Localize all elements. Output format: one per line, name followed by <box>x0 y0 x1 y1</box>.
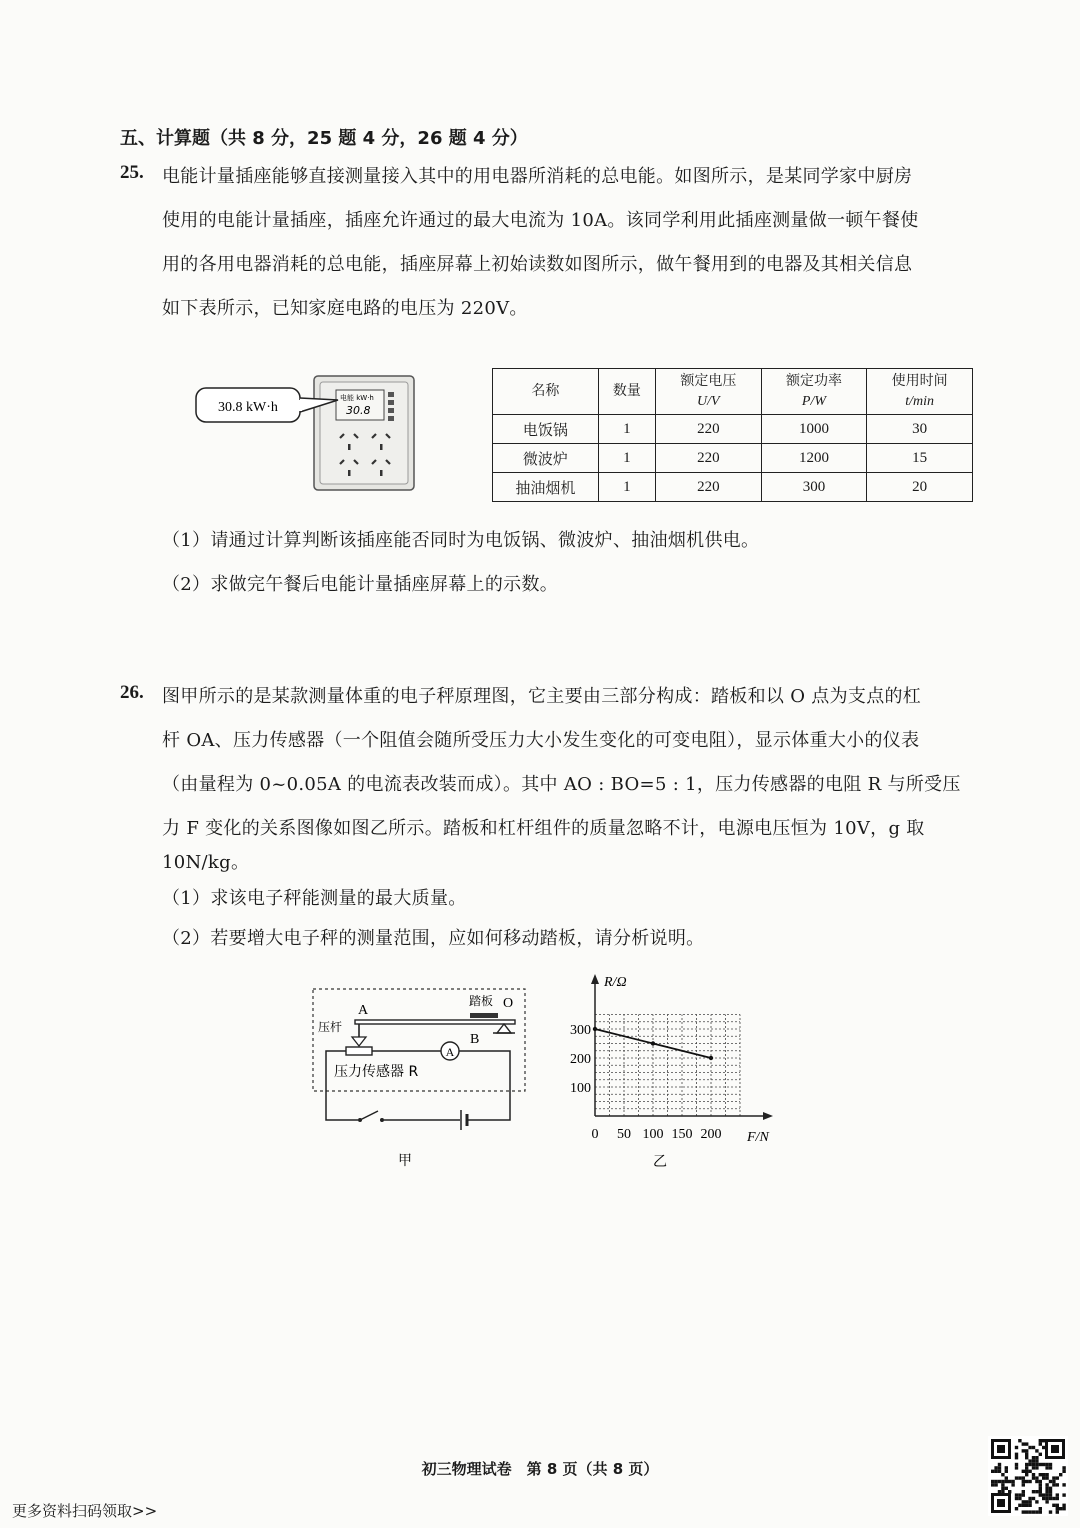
qr-module <box>1039 1483 1042 1486</box>
qr-module <box>1005 1466 1008 1469</box>
y-tick-label: 200 <box>570 1052 591 1067</box>
qr-module <box>991 1480 994 1483</box>
qr-module <box>1032 1459 1035 1462</box>
qr-module <box>1045 1483 1048 1486</box>
qr-module <box>1001 1473 1004 1476</box>
qr-module <box>1018 1497 1021 1500</box>
qr-module <box>1018 1504 1021 1507</box>
qr-module <box>1032 1446 1035 1449</box>
q25-part-1: （1）请通过计算判断该插座能否同时为电饭锅、微波炉、抽油烟机供电。 <box>162 530 760 551</box>
qr-module <box>1056 1497 1059 1500</box>
qr-module <box>1025 1500 1028 1503</box>
pedal-label: 踏板 <box>468 994 494 1008</box>
qr-module <box>1052 1476 1055 1479</box>
qr-module <box>991 1483 994 1486</box>
qr-module <box>1049 1487 1052 1490</box>
appliance-table <box>492 368 973 502</box>
qr-module <box>1062 1466 1065 1469</box>
qr-module <box>1018 1493 1021 1496</box>
table-header-power: 额定功率 P/W <box>761 369 867 415</box>
qr-module <box>1001 1490 1004 1493</box>
qr-module <box>1015 1466 1018 1469</box>
qr-module <box>1059 1473 1062 1476</box>
y-tick-label: 100 <box>570 1081 591 1096</box>
qr-module <box>1059 1507 1062 1510</box>
qr-module <box>1025 1449 1028 1452</box>
qr-module <box>991 1470 994 1473</box>
qr-module <box>1035 1449 1038 1452</box>
qr-module <box>994 1466 997 1469</box>
table-cell: 15 <box>867 444 973 473</box>
q25-line-4: 如下表所示，已知家庭电路的电压为 220V。 <box>162 298 528 319</box>
question-25-number: 25. <box>120 162 144 183</box>
table-cell: 1200 <box>761 444 867 473</box>
qr-module <box>1028 1470 1031 1473</box>
q26-line-5: 10N/kg。 <box>162 852 250 873</box>
qr-module <box>1039 1507 1042 1510</box>
qr-module <box>1035 1480 1038 1483</box>
qr-module <box>1039 1442 1042 1445</box>
qr-code[interactable] <box>988 1436 1068 1516</box>
qr-module <box>1045 1497 1048 1500</box>
qr-module <box>1032 1497 1035 1500</box>
table-cell: 1 <box>598 444 655 473</box>
qr-module <box>1022 1500 1025 1503</box>
q26-line-4: 力 F 变化的关系图像如图乙所示。踏板和杠杆组件的质量忽略不计，电源电压恒为 10V，g 取 <box>162 818 925 839</box>
qr-module <box>1035 1466 1038 1469</box>
qr-module <box>1045 1493 1048 1496</box>
table-header-time: 使用时间 t/min <box>867 369 973 415</box>
qr-module <box>1015 1493 1018 1496</box>
table-cell: 220 <box>656 415 762 444</box>
qr-module <box>1015 1476 1018 1479</box>
qr-module <box>1032 1510 1035 1513</box>
qr-module <box>1028 1459 1031 1462</box>
switch <box>360 1111 378 1120</box>
table-cell: 抽油烟机 <box>493 473 599 502</box>
qr-module <box>1032 1456 1035 1459</box>
qr-module <box>1056 1504 1059 1507</box>
qr-module <box>1022 1510 1025 1513</box>
qr-module <box>1032 1466 1035 1469</box>
qr-module <box>1039 1490 1042 1493</box>
x-axis-arrow <box>763 1112 773 1120</box>
qr-module <box>1005 1480 1008 1483</box>
qr-module <box>998 1463 1001 1466</box>
qr-module <box>1032 1476 1035 1479</box>
qr-module <box>998 1466 1001 1469</box>
qr-module <box>1049 1490 1052 1493</box>
qr-module <box>1049 1463 1052 1466</box>
x-tick-label: 50 <box>617 1127 631 1142</box>
qr-module <box>1032 1463 1035 1466</box>
qr-module <box>1015 1497 1018 1500</box>
promo-text: 更多资料扫码领取>> <box>12 1502 158 1520</box>
qr-module <box>1035 1500 1038 1503</box>
qr-module <box>1025 1466 1028 1469</box>
qr-module <box>998 1470 1001 1473</box>
qr-module <box>1049 1497 1052 1500</box>
qr-module <box>998 1480 1001 1483</box>
qr-module <box>1049 1480 1052 1483</box>
qr-module <box>1052 1504 1055 1507</box>
qr-module <box>1032 1490 1035 1493</box>
qr-module <box>1022 1504 1025 1507</box>
question-26-number: 26. <box>120 682 144 703</box>
y-axis-arrow <box>591 974 599 984</box>
qr-module <box>1025 1504 1028 1507</box>
q26-part-1: （1）求该电子秤能测量的最大质量。 <box>162 888 467 909</box>
qr-module <box>1018 1476 1021 1479</box>
qr-module <box>1028 1500 1031 1503</box>
circuit-caption: 甲 <box>398 1153 412 1169</box>
qr-module <box>1045 1466 1048 1469</box>
qr-module <box>1022 1449 1025 1452</box>
pressure-sensor-resistor <box>346 1047 372 1055</box>
qr-module <box>1045 1487 1048 1490</box>
qr-module <box>1022 1490 1025 1493</box>
qr-module <box>1015 1507 1018 1510</box>
qr-module <box>1039 1473 1042 1476</box>
table-header-voltage: 额定电压 U/V <box>656 369 762 415</box>
qr-module <box>994 1470 997 1473</box>
q25-part-2: （2）求做完午餐后电能计量插座屏幕上的示数。 <box>162 574 559 595</box>
qr-module <box>1028 1510 1031 1513</box>
qr-module <box>1039 1480 1042 1483</box>
data-point <box>651 1041 655 1045</box>
qr-module <box>1035 1510 1038 1513</box>
q25-line-3: 用的各用电器消耗的总电能，插座屏幕上初始读数如图所示，做午餐用到的电器及其相关信息 <box>162 254 913 275</box>
qr-module <box>1056 1507 1059 1510</box>
screen-header: 电能 kW·h <box>340 394 374 402</box>
qr-module <box>994 1483 997 1486</box>
socket-figure <box>190 372 420 494</box>
data-point <box>593 1027 597 1031</box>
x-tick-label: 150 <box>671 1127 693 1142</box>
qr-module <box>1056 1493 1059 1496</box>
resistance-force-chart <box>555 968 785 1178</box>
qr-module <box>1025 1510 1028 1513</box>
qr-module <box>1056 1510 1059 1513</box>
lever-label: 压杆 <box>318 1020 343 1034</box>
label-A: A <box>357 1003 369 1018</box>
qr-module <box>1049 1466 1052 1469</box>
qr-module <box>1056 1483 1059 1486</box>
section-title: 五、计算题（共 8 分，25 题 4 分，26 题 4 分） <box>120 128 528 149</box>
table-cell: 微波炉 <box>493 444 599 473</box>
qr-module <box>1042 1497 1045 1500</box>
qr-module <box>1025 1442 1028 1445</box>
table-cell: 1000 <box>761 415 867 444</box>
x-tick-label: 200 <box>700 1127 722 1142</box>
qr-module <box>1045 1463 1048 1466</box>
qr-module <box>1035 1490 1038 1493</box>
q26-line-3: （由量程为 0~0.05A 的电流表改装而成）。其中 AO : BO=5 : 1，压力传感器的电阻 R 与所受压 <box>162 774 961 795</box>
qr-module <box>1045 1490 1048 1493</box>
qr-module <box>1039 1510 1042 1513</box>
ammeter-label: A <box>445 1045 455 1059</box>
q25-line-1: 电能计量插座能够直接测量接入其中的用电器所消耗的总电能。如图所示，是某同学家中厨房 <box>162 166 913 187</box>
qr-module <box>1045 1500 1048 1503</box>
qr-module <box>1035 1463 1038 1466</box>
table-row <box>493 473 973 502</box>
pedal <box>470 1013 498 1018</box>
x-axis-label: F/N <box>747 1130 769 1145</box>
qr-module <box>1005 1476 1008 1479</box>
table-cell: 30 <box>867 415 973 444</box>
qr-module <box>1028 1504 1031 1507</box>
qr-module <box>1015 1456 1018 1459</box>
qr-module <box>1035 1459 1038 1462</box>
qr-module <box>1028 1480 1031 1483</box>
fulcrum <box>497 1024 511 1033</box>
qr-module <box>1015 1463 1018 1466</box>
qr-module <box>1056 1476 1059 1479</box>
qr-module <box>1045 1473 1048 1476</box>
qr-module <box>1005 1487 1008 1490</box>
qr-module <box>1039 1453 1042 1456</box>
qr-module <box>998 1490 1001 1493</box>
qr-module <box>1025 1463 1028 1466</box>
q25-line-2: 使用的电能计量插座，插座允许通过的最大电流为 10A。该同学利用此插座测量做一顿午餐使 <box>162 210 919 231</box>
table-cell: 电饭锅 <box>493 415 599 444</box>
data-point <box>709 1056 713 1060</box>
table-cell: 300 <box>761 473 867 502</box>
q26-line-2: 杆 OA、压力传感器（一个阻值会随所受压力大小发生变化的可变电阻），显示体重大小的仪表 <box>162 730 920 751</box>
qr-module <box>1045 1476 1048 1479</box>
q26-line-1: 图甲所示的是某款测量体重的电子秤原理图，它主要由三部分构成：踏板和以 O 点为支点的杠 <box>162 686 922 707</box>
table-header-name: 名称 <box>493 369 599 415</box>
qr-module <box>1025 1470 1028 1473</box>
y-axis-label: R/Ω <box>604 975 627 990</box>
qr-module <box>1011 1483 1014 1486</box>
qr-module <box>994 1480 997 1483</box>
qr-module <box>1008 1480 1011 1483</box>
qr-module <box>1015 1453 1018 1456</box>
qr-module <box>1028 1463 1031 1466</box>
qr-module <box>1062 1507 1065 1510</box>
qr-module <box>1052 1480 1055 1483</box>
qr-module <box>1039 1439 1042 1442</box>
qr-module <box>1039 1487 1042 1490</box>
qr-module <box>1049 1493 1052 1496</box>
circuit-diagram <box>300 975 540 1175</box>
table-header-row <box>493 369 973 415</box>
qr-module <box>1028 1497 1031 1500</box>
chart-grid <box>595 1015 740 1117</box>
page-footer: 初三物理试卷 第 8 页（共 8 页） <box>421 1460 659 1478</box>
qr-module <box>1022 1493 1025 1496</box>
qr-module <box>1025 1473 1028 1476</box>
qr-module <box>1049 1510 1052 1513</box>
qr-module <box>1042 1446 1045 1449</box>
qr-module <box>1062 1504 1065 1507</box>
label-B: B <box>470 1032 480 1047</box>
lever-OA <box>355 1020 515 1024</box>
callout-reading: 30.8 kW·h <box>218 400 278 415</box>
qr-module <box>1052 1483 1055 1486</box>
qr-module <box>1035 1476 1038 1479</box>
qr-module <box>1032 1473 1035 1476</box>
qr-module <box>1035 1456 1038 1459</box>
qr-module <box>1022 1442 1025 1445</box>
qr-module <box>1042 1493 1045 1496</box>
qr-module <box>1062 1483 1065 1486</box>
y-tick-label: 300 <box>570 1023 591 1038</box>
qr-module <box>1042 1463 1045 1466</box>
qr-module <box>1062 1470 1065 1473</box>
qr-module <box>1025 1480 1028 1483</box>
table-row <box>493 415 973 444</box>
table-cell: 20 <box>867 473 973 502</box>
qr-module <box>1052 1497 1055 1500</box>
q26-part-2: （2）若要增大电子秤的测量范围，应如何移动踏板，请分析说明。 <box>162 928 705 949</box>
qr-module <box>1022 1470 1025 1473</box>
table-cell: 1 <box>598 473 655 502</box>
x-tick-label: 100 <box>642 1127 664 1142</box>
qr-module <box>1001 1483 1004 1486</box>
qr-module <box>1001 1487 1004 1490</box>
qr-module <box>1008 1490 1011 1493</box>
qr-module <box>1042 1476 1045 1479</box>
qr-module <box>1042 1439 1045 1442</box>
chart-caption: 乙 <box>653 1154 667 1170</box>
qr-module <box>1039 1463 1042 1466</box>
sensor-label: 压力传感器 R <box>334 1064 419 1080</box>
x-tick-label: 0 <box>591 1127 599 1142</box>
qr-module <box>1042 1473 1045 1476</box>
qr-module <box>1025 1456 1028 1459</box>
qr-module <box>1022 1483 1025 1486</box>
qr-module <box>1022 1480 1025 1483</box>
qr-module <box>1025 1453 1028 1456</box>
qr-module <box>1001 1480 1004 1483</box>
screen-value: 30.8 <box>346 404 371 417</box>
qr-module <box>1039 1493 1042 1496</box>
qr-module <box>1005 1470 1008 1473</box>
qr-module <box>1018 1439 1021 1442</box>
qr-module <box>1022 1476 1025 1479</box>
table-row <box>493 444 973 473</box>
table-cell: 1 <box>598 415 655 444</box>
qr-module <box>1062 1493 1065 1496</box>
label-O: O <box>503 996 514 1011</box>
table-header-quantity: 数量 <box>598 369 655 415</box>
table-cell: 220 <box>656 473 762 502</box>
qr-module <box>1028 1446 1031 1449</box>
table-cell: 220 <box>656 444 762 473</box>
qr-module <box>1015 1446 1018 1449</box>
qr-module <box>1011 1480 1014 1483</box>
